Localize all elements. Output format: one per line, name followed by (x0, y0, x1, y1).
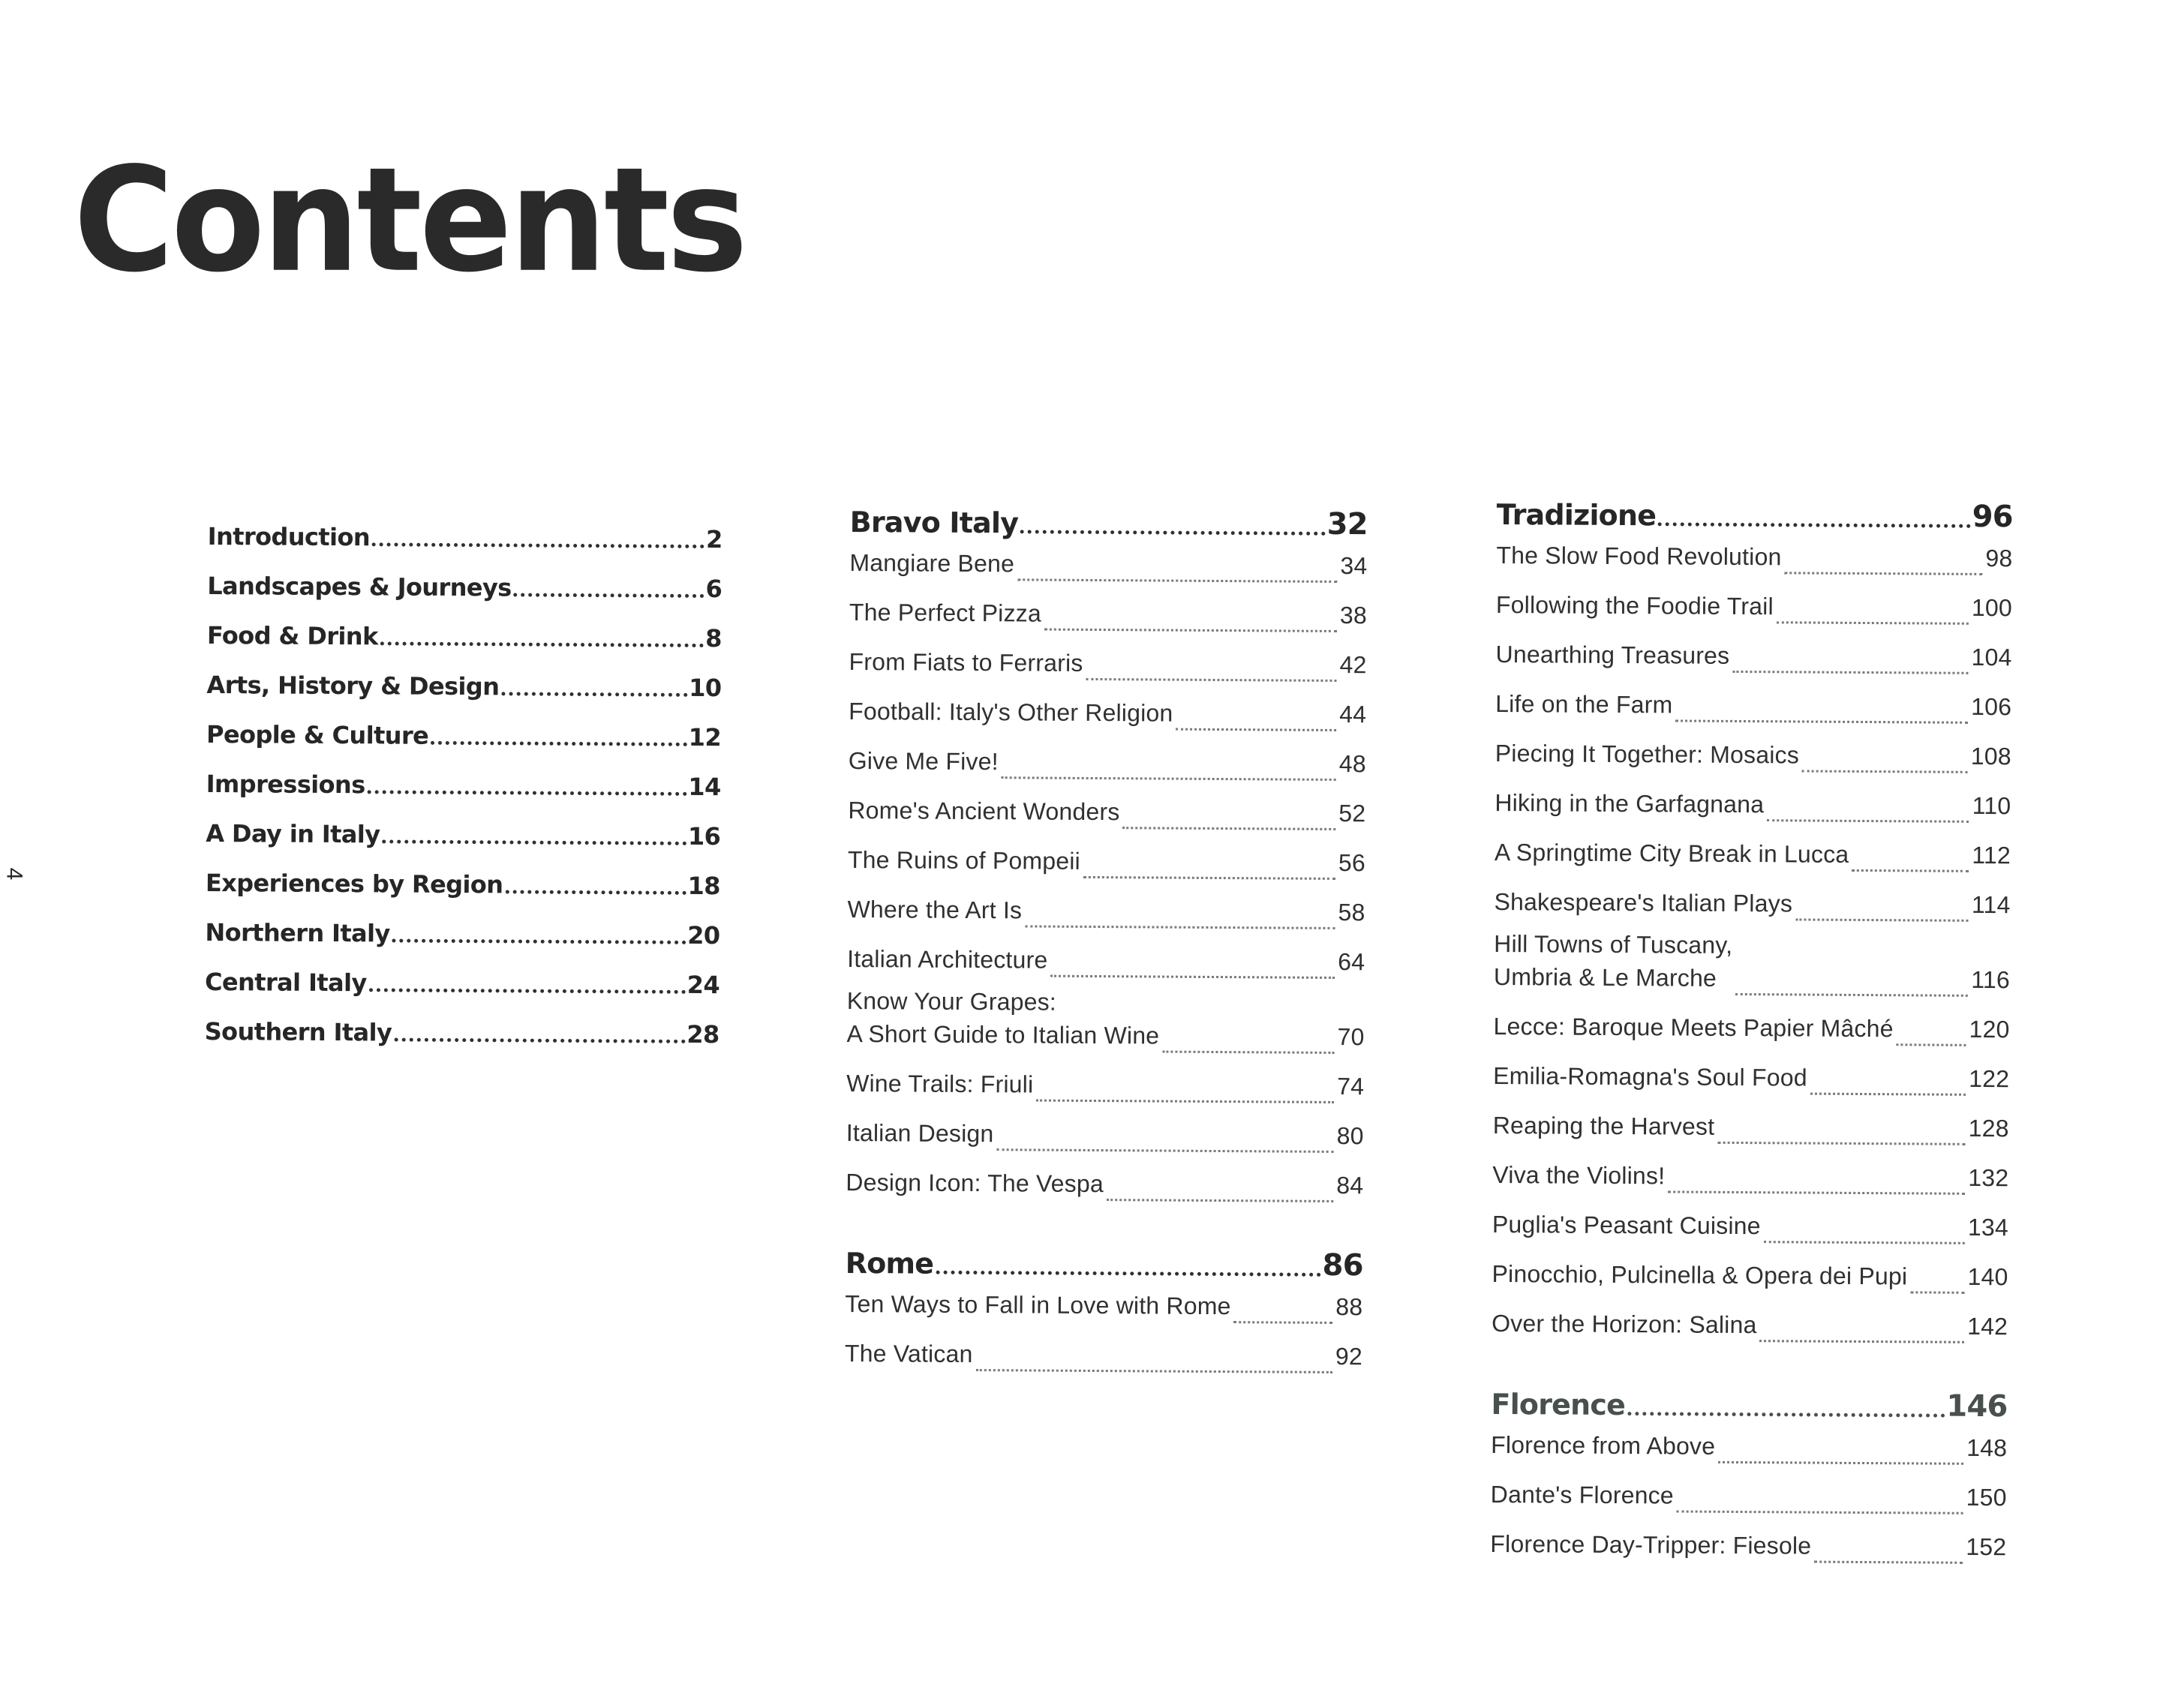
toc-entry-page: 10 (689, 673, 722, 703)
toc-entry-title: Italian Design (846, 1118, 994, 1148)
toc-entry-fiesole[interactable] (1490, 1520, 2006, 1572)
dot-leader (1627, 1412, 1945, 1418)
toc-entry-page: 120 (1969, 1015, 2010, 1043)
toc-column-bravo-italy-rome (845, 489, 1368, 1382)
dot-leader (1802, 770, 1968, 773)
toc-entry-page: 104 (1971, 643, 2012, 671)
toc-entry-give-me-five[interactable] (849, 737, 1366, 789)
dot-leader (1020, 530, 1326, 535)
dot-leader (1897, 1043, 1966, 1046)
toc-entry-wine-trails-friuli[interactable] (846, 1059, 1364, 1112)
toc-section-title: Rome (845, 1246, 934, 1280)
toc-entry-salina[interactable] (1492, 1299, 2008, 1352)
toc-entry-page: 134 (1967, 1213, 2009, 1241)
toc-entry-page: 58 (1338, 898, 1365, 926)
toc-entry-people-culture[interactable] (206, 699, 721, 752)
dot-leader (372, 542, 704, 548)
dot-leader (1814, 1561, 1963, 1564)
toc-entry-title: Know Your Grapes: A Short Guide to Italian Wine (846, 986, 1160, 1049)
toc-entry-page: 14 (688, 772, 721, 802)
toc-entry-impressions[interactable] (206, 749, 721, 801)
toc-entry-from-fiats-to-ferraris[interactable] (849, 638, 1366, 690)
toc-entry-title: Rome's Ancient Wonders (848, 796, 1120, 826)
dot-leader (1675, 719, 1968, 723)
toc-entry-title: The Perfect Pizza (849, 598, 1042, 627)
toc-entry-page: 142 (1967, 1312, 2008, 1340)
toc-section-florence[interactable] (1491, 1371, 2007, 1424)
toc-entry-page: 38 (1339, 601, 1368, 629)
toc-entry-title: Introduction (207, 521, 371, 552)
dot-leader (1050, 975, 1335, 979)
dot-leader (1810, 1093, 1966, 1096)
toc-entry-northern-italy[interactable] (205, 897, 719, 950)
toc-entry-central-italy[interactable] (205, 947, 719, 999)
dot-leader (996, 1148, 1333, 1153)
toc-entry-experiences-by-region[interactable] (206, 848, 720, 900)
toc-section-page: 32 (1326, 506, 1368, 542)
dot-leader (1767, 819, 1969, 823)
dot-leader (394, 1038, 685, 1043)
dot-leader (382, 839, 686, 845)
toc-entry-page: 108 (1970, 742, 2011, 770)
toc-entry-page: 2 (705, 525, 722, 554)
dot-leader (1107, 1199, 1333, 1202)
toc-entry-page: 6 (705, 575, 722, 604)
dot-leader (392, 939, 686, 944)
page-number: 4 (2, 867, 27, 881)
toc-entry-page: 70 (1337, 1022, 1365, 1051)
dot-leader (1122, 827, 1335, 830)
dot-leader (431, 741, 687, 746)
toc-entry-dantes-florence[interactable] (1491, 1470, 2007, 1523)
toc-entry-page: 122 (1969, 1064, 2010, 1093)
toc-entry-title: Landscapes & Journeys (207, 571, 512, 602)
toc-entry-italian-design[interactable] (846, 1109, 1364, 1161)
toc-section-title: Tradizione (1496, 497, 1657, 533)
toc-entry-title: The Ruins of Pompeii (847, 845, 1081, 875)
toc-entry-the-vatican[interactable] (845, 1329, 1362, 1382)
toc-entry-ten-ways-rome[interactable] (845, 1280, 1362, 1332)
toc-entry-title: The Vatican (844, 1339, 973, 1368)
toc-entry-page: 24 (686, 970, 720, 1000)
toc-entry-title: People & Culture (206, 719, 429, 750)
toc-entry-title: Design Icon: The Vespa (846, 1168, 1104, 1198)
toc-entry-title: From Fiats to Ferraris (849, 647, 1083, 677)
toc-entry-page: 116 (1971, 965, 2011, 994)
toc-entry-title: The Slow Food Revolution (1496, 541, 1782, 571)
toc-entry-title: Mangiare Bene (849, 548, 1015, 578)
dot-leader (1002, 776, 1336, 781)
toc-entry-florence-from-above[interactable] (1491, 1421, 2007, 1473)
toc-entry-shakespeare-plays[interactable] (1494, 878, 2010, 930)
toc-entry-title: Experiences by Region (205, 868, 503, 899)
toc-entry-title: Hiking in the Garfagnana (1495, 788, 1765, 818)
toc-column-tradizione-florence (1490, 482, 2013, 1572)
toc-entry-unearthing-treasures[interactable] (1495, 630, 2011, 683)
toc-entry-title: Give Me Five! (848, 746, 999, 776)
toc-entry-foodie-trail[interactable] (1496, 581, 2012, 633)
toc-entry-title: Florence from Above (1491, 1430, 1716, 1460)
toc-entry-title: Unearthing Treasures (1495, 640, 1730, 669)
toc-entry-springtime-lucca[interactable] (1495, 828, 2011, 881)
dot-leader (1668, 1190, 1965, 1194)
toc-entry-hill-towns[interactable] (1494, 927, 2011, 1005)
toc-section-rome[interactable] (846, 1230, 1363, 1283)
dot-leader (1162, 1051, 1334, 1054)
toc-entry-title: Reaping the Harvest (1492, 1111, 1715, 1140)
toc-entry-title: Life on the Farm (1495, 689, 1673, 719)
toc-section-title: Florence (1491, 1387, 1626, 1422)
toc-entry-title: Northern Italy (205, 917, 390, 948)
toc-entry-page: 148 (1966, 1433, 2008, 1462)
toc-entry-reaping-harvest[interactable] (1493, 1101, 2009, 1154)
toc-entry-know-your-grapes[interactable] (846, 984, 1365, 1062)
toc-entry-the-perfect-pizza[interactable] (849, 588, 1367, 641)
dot-leader (1735, 993, 1968, 997)
page-title: Contents (74, 137, 746, 305)
toc-entry-page: 84 (1336, 1171, 1364, 1199)
toc-entry-mosaics[interactable] (1495, 729, 2011, 782)
dot-leader (369, 988, 686, 994)
dot-leader (1677, 1510, 1963, 1514)
toc-entry-title: Pinocchio, Pulcinella & Opera dei Pupi (1492, 1259, 1908, 1290)
toc-entry-page: 8 (705, 624, 722, 653)
dot-leader (1777, 621, 1969, 625)
toc-entry-page: 132 (1968, 1163, 2009, 1192)
toc-section-page: 146 (1946, 1388, 2008, 1424)
toc-entry-page: 106 (1971, 692, 2012, 721)
dot-leader (1025, 925, 1335, 929)
toc-entry-page: 114 (1971, 890, 2011, 919)
toc-entry-page: 44 (1339, 700, 1367, 728)
toc-entry-title: Food & Drink (206, 620, 378, 651)
toc-column-main-sections (205, 501, 722, 1049)
toc-entry-ruins-of-pompeii[interactable] (848, 836, 1365, 888)
dot-leader (1852, 869, 1969, 872)
dot-leader (1759, 1340, 1964, 1343)
toc-entry-football[interactable] (849, 687, 1366, 740)
dot-leader (1784, 572, 1982, 575)
toc-entry-hiking-garfagnana[interactable] (1495, 779, 2011, 831)
toc-entry-title: Hill Towns of Tuscany, Umbria & Le Marche (1493, 929, 1733, 992)
toc-entry-a-day-in-italy[interactable] (206, 798, 720, 851)
toc-entry-life-on-the-farm[interactable] (1495, 680, 2011, 732)
toc-entry-title: Following the Foodie Trail (1495, 590, 1774, 620)
toc-entry-title: Over the Horizon: Salina (1492, 1309, 1757, 1339)
toc-entry-page: 48 (1338, 749, 1366, 778)
toc-entry-title: Where the Art Is (847, 895, 1023, 924)
toc-entry-title: Wine Trails: Friuli (846, 1069, 1034, 1098)
toc-entry-slow-food-revolution[interactable] (1496, 531, 2012, 584)
toc-entry-puglia-cuisine[interactable] (1492, 1200, 2008, 1253)
toc-entry-page: 34 (1340, 551, 1368, 580)
toc-section-tradizione[interactable] (1497, 482, 2013, 534)
toc-entry-page: 128 (1968, 1114, 2009, 1142)
toc-entry-page: 74 (1337, 1072, 1365, 1100)
toc-entry-title: Puglia's Peasant Cuisine (1492, 1210, 1761, 1240)
toc-entry-page: 152 (1966, 1532, 2007, 1561)
toc-section-page: 86 (1322, 1247, 1363, 1283)
toc-entry-page: 150 (1966, 1483, 2007, 1511)
toc-section-title: Bravo Italy (849, 505, 1019, 540)
toc-entry-romes-ancient-wonders[interactable] (848, 786, 1365, 839)
dot-leader (1910, 1291, 1964, 1293)
toc-entry-title: Lecce: Baroque Meets Papier Mâché (1493, 1012, 1894, 1043)
dot-leader (1658, 522, 1971, 528)
toc-entry-title: A Springtime City Break in Lucca (1494, 838, 1849, 868)
toc-entry-page: 98 (1985, 544, 2013, 572)
toc-entry-lecce-baroque[interactable] (1493, 1002, 2009, 1055)
dot-leader (514, 593, 704, 598)
toc-entry-title: Ten Ways to Fall in Love with Rome (845, 1289, 1231, 1320)
toc-section-bravo-italy[interactable] (850, 489, 1368, 542)
dot-leader (1732, 671, 1968, 674)
toc-entry-title: Italian Architecture (847, 944, 1048, 974)
toc-entry-page: 64 (1338, 947, 1365, 976)
toc-entry-page: 42 (1339, 650, 1367, 679)
toc-entry-emilia-romagna[interactable] (1493, 1052, 2009, 1104)
dot-leader (1083, 876, 1335, 880)
dot-leader (1036, 1100, 1334, 1103)
toc-entry-page: 140 (1967, 1262, 2008, 1291)
dot-leader (1176, 728, 1336, 731)
toc-entry-page: 52 (1338, 799, 1366, 827)
toc-entry-title: Arts, History & Design (206, 670, 500, 701)
toc-entry-where-the-art-is[interactable] (847, 885, 1365, 938)
toc-entry-viva-violins[interactable] (1492, 1151, 2008, 1203)
toc-entry-title: Impressions (206, 769, 365, 800)
toc-entry-italian-architecture[interactable] (847, 935, 1365, 987)
toc-entry-title: Dante's Florence (1490, 1480, 1674, 1509)
toc-entry-page: 56 (1338, 848, 1366, 877)
toc-entry-page: 88 (1335, 1292, 1363, 1321)
dot-leader (380, 641, 704, 647)
toc-entry-page: 110 (1972, 791, 2011, 820)
toc-entry-title: Shakespeare's Italian Plays (1494, 887, 1793, 917)
toc-entry-page: 18 (687, 871, 720, 901)
dot-leader (1086, 678, 1336, 682)
dot-leader (1717, 1142, 1965, 1145)
toc-entry-page: 112 (1972, 841, 2011, 869)
toc-entry-page: 12 (688, 722, 722, 752)
toc-entry-southern-italy[interactable] (205, 996, 719, 1049)
toc-entry-title: Viva the Violins! (1492, 1160, 1666, 1190)
dot-leader (1233, 1321, 1332, 1324)
toc-entry-title: Emilia-Romagna's Soul Food (1493, 1061, 1807, 1091)
toc-section-page: 96 (1972, 499, 2013, 535)
toc-entry-page: 16 (687, 821, 721, 851)
dot-leader (1795, 918, 1969, 921)
toc-entry-introduction[interactable] (208, 501, 722, 554)
toc-entry-arts-history-design[interactable] (206, 650, 721, 702)
dot-leader (501, 692, 687, 697)
dot-leader (936, 1271, 1320, 1277)
toc-entry-mangiare-bene[interactable] (849, 539, 1367, 591)
dot-leader (1718, 1461, 1963, 1465)
toc-entry-title: Football: Italy's Other Religion (849, 697, 1173, 727)
toc-entry-title: Florence Day-Tripper: Fiesole (1490, 1529, 1812, 1559)
dot-leader (1764, 1241, 1965, 1244)
dot-leader (975, 1369, 1332, 1373)
dot-leader (1017, 578, 1337, 583)
toc-entry-page: 80 (1336, 1121, 1364, 1150)
toc-entry-page: 28 (686, 1019, 719, 1049)
toc-entry-design-icon-vespa[interactable] (846, 1158, 1363, 1211)
dot-leader (1044, 629, 1337, 632)
toc-entry-food-drink[interactable] (207, 600, 722, 653)
toc-entry-landscapes-journeys[interactable] (207, 551, 722, 603)
toc-entry-title: Piecing It Together: Mosaics (1495, 739, 1800, 769)
dot-leader (505, 890, 686, 894)
toc-entry-page: 20 (687, 920, 720, 950)
toc-entry-page: 92 (1335, 1342, 1363, 1370)
toc-entry-title: Southern Italy (204, 1016, 392, 1047)
toc-entry-page: 100 (1971, 593, 2013, 622)
toc-entry-title: A Day in Italy (206, 818, 380, 849)
toc-entry-pinocchio[interactable] (1492, 1250, 2008, 1302)
toc-entry-title: Central Italy (204, 967, 367, 998)
dot-leader (368, 790, 687, 796)
